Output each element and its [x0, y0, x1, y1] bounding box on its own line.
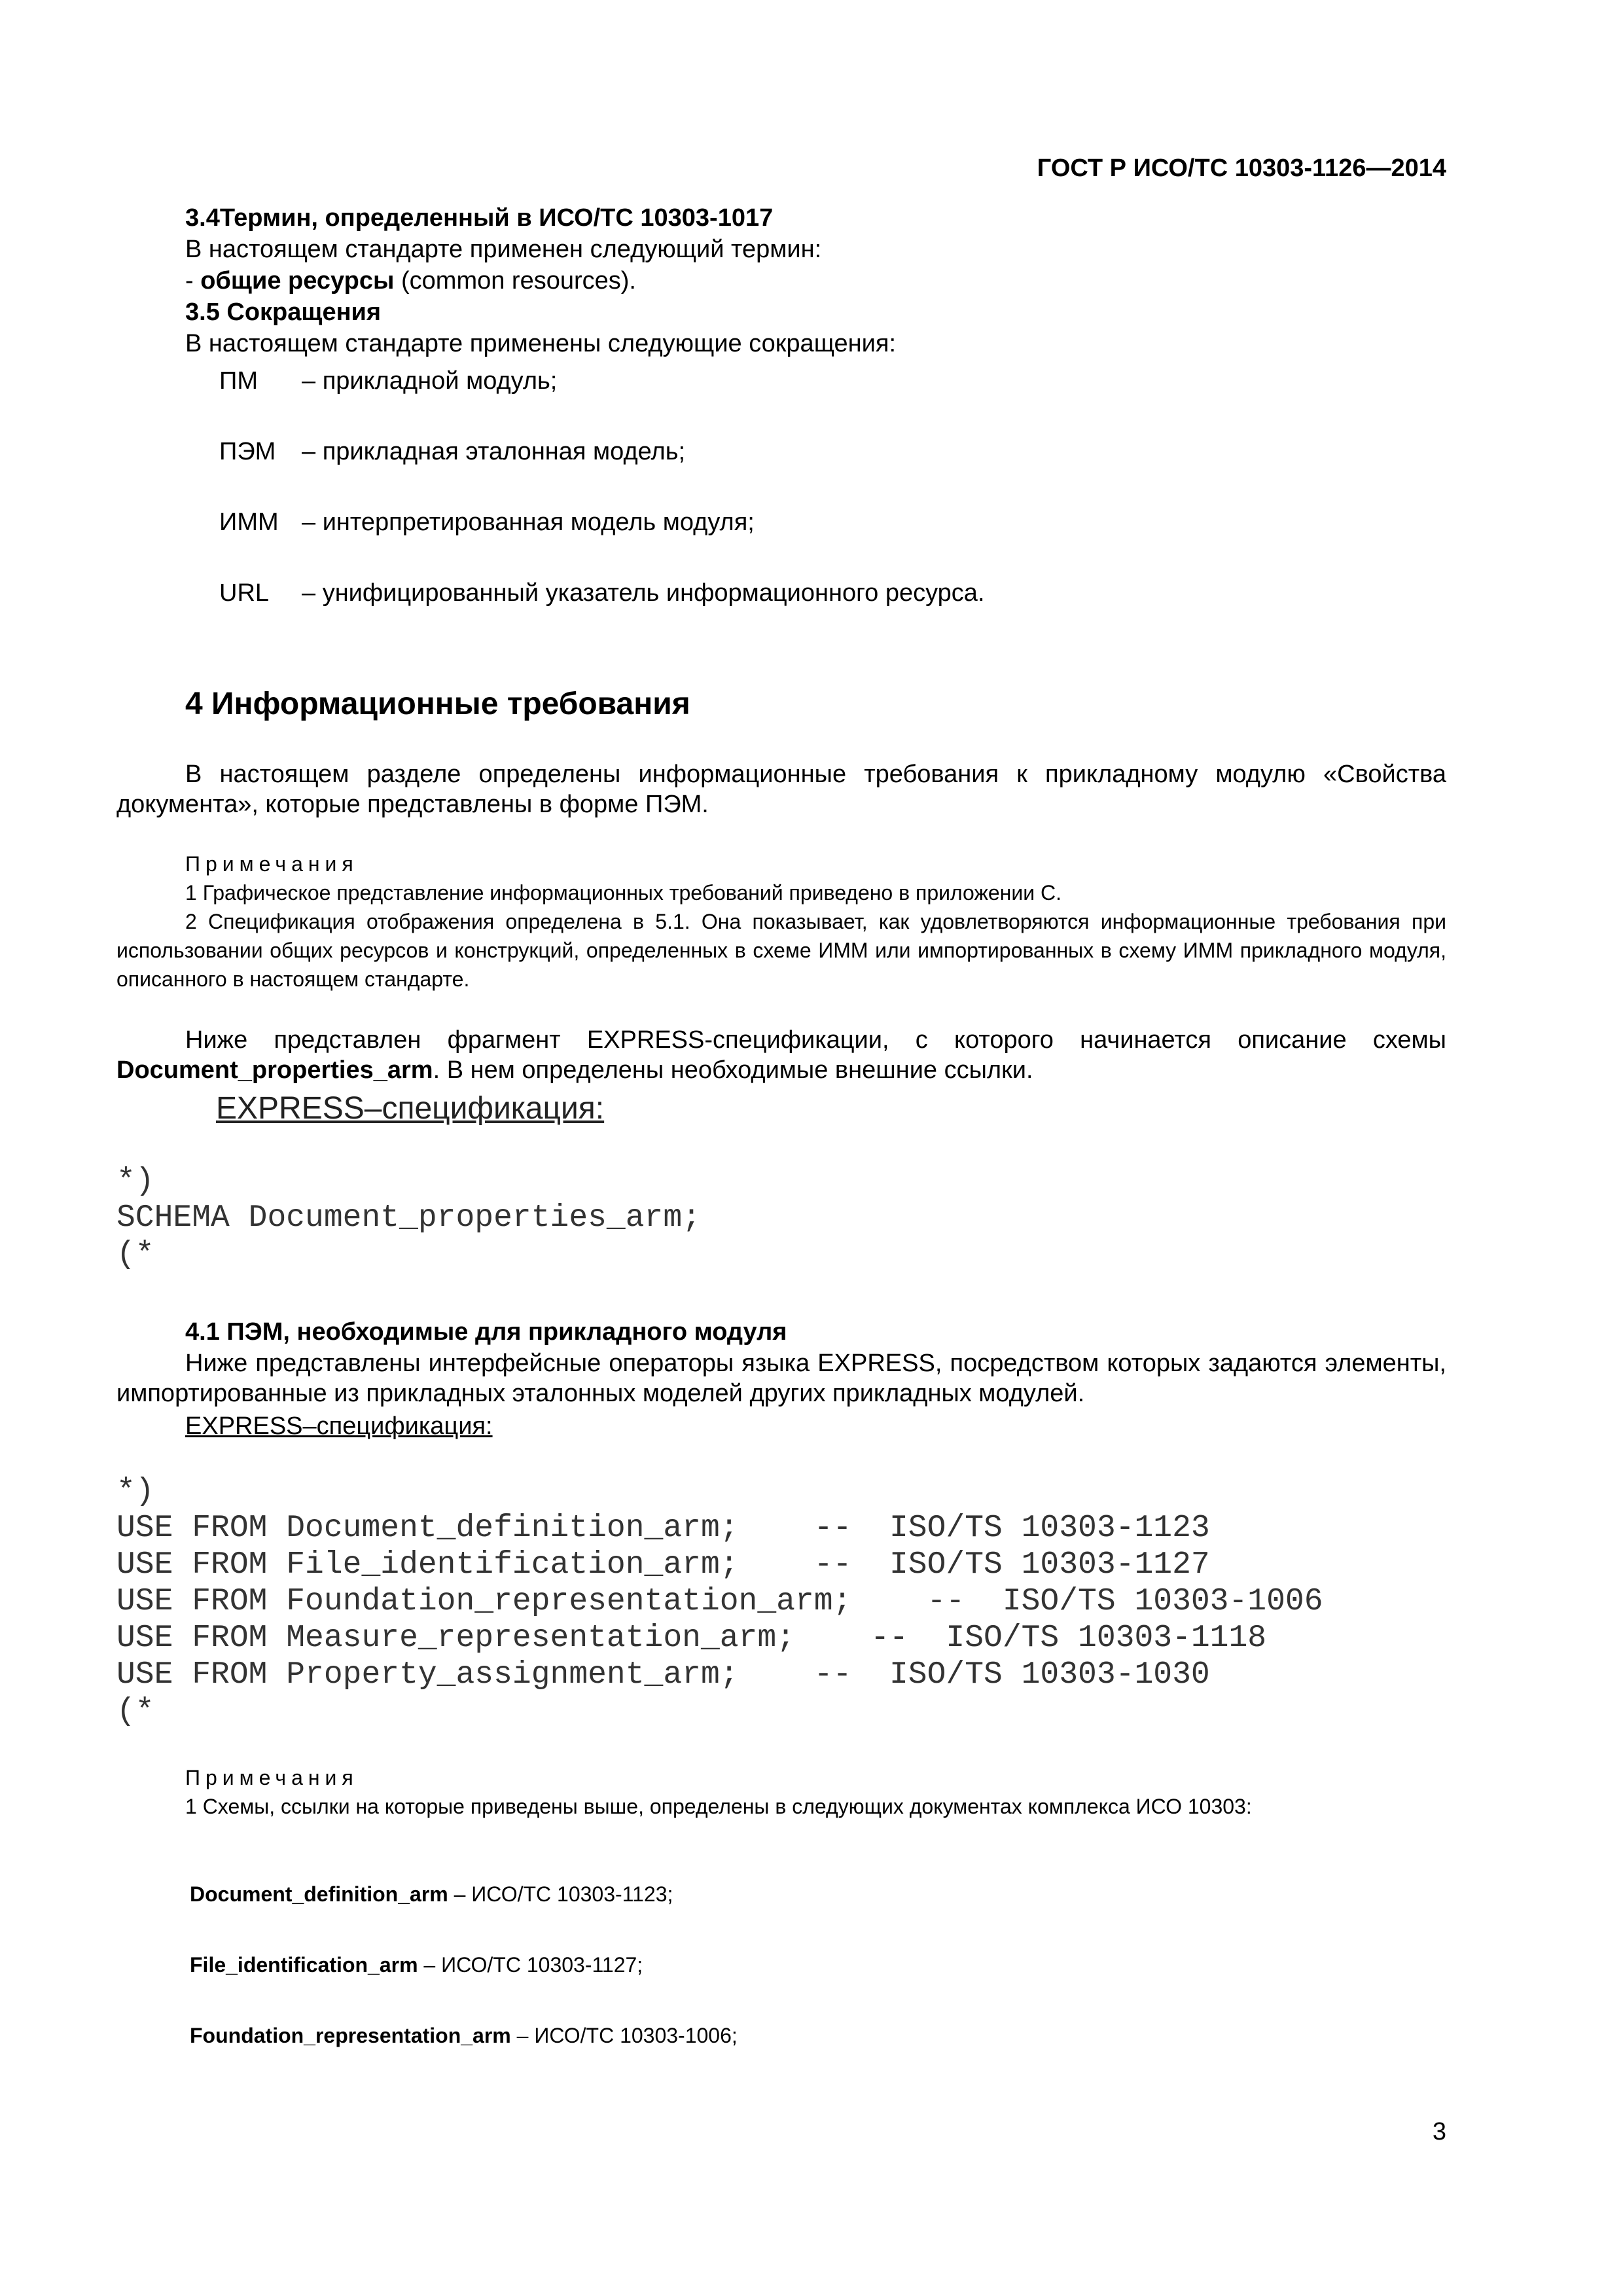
abbreviation-key: ИММ — [219, 509, 279, 536]
section-4-paragraph: В настоящем разделе определены информационные требования к прикладному модулю «Свойства документа», которые представлены в форме ПЭМ. — [116, 761, 1446, 818]
note-1: 1 Схемы, ссылки на которые приведены выше, определены в следующих документах комплекса ИСО 10303: — [185, 1795, 1252, 1818]
reference-schema: Document_definition_arm — [190, 1882, 448, 1906]
code-line: *) — [116, 1164, 154, 1199]
express-intro-text: Ниже представлен фрагмент EXPRESS-спецификации, с которого начинается описание схемы — [185, 1026, 1446, 1054]
reference-doc: – ИСО/ТС 10303-1127; — [418, 1953, 643, 1977]
abbreviation-key: ПЭМ — [219, 438, 276, 465]
reference-schema: File_identification_arm — [190, 1953, 418, 1977]
code-line: USE FROM File_identification_arm; -- ISO/TS 10303-1127 — [116, 1547, 1210, 1583]
document-header: ГОСТ Р ИСО/ТС 10303-1126—2014 — [1037, 154, 1446, 182]
reference-item — [190, 1950, 643, 1979]
term-bold: общие ресурсы — [200, 267, 395, 295]
notes-title: Примечания — [185, 852, 359, 876]
abbreviation-item — [219, 366, 557, 396]
reference-doc: – ИСО/ТС 10303-1123; — [448, 1882, 673, 1906]
abbreviation-item — [219, 507, 755, 537]
code-line: USE FROM Document_definition_arm; -- ISO/TS 10303-1123 — [116, 1511, 1210, 1546]
notes-title: Примечания — [185, 1766, 359, 1789]
abbreviation-item — [219, 437, 685, 467]
term-dash: - — [185, 267, 201, 295]
note-2: 2 Спецификация отображения определена в 5.1. Она показывает, как удовлетворяются информационные требования при использовании общих ресурсов и конструкций, определенных в схеме ИММ или импортированных в схему ИММ прикладного модуля, описанного в настоящем стандарте. — [116, 910, 1446, 991]
code-line: (* — [116, 1694, 154, 1729]
reference-doc: – ИСО/ТС 10303-1006; — [510, 2024, 738, 2047]
section-3-5-intro: В настоящем стандарте применены следующие сокращения: — [185, 330, 897, 357]
express-spec-label: EXPRESS–спецификация: — [216, 1091, 605, 1126]
express-intro-text-end: . В нем определены необходимые внешние ссылки. — [433, 1056, 1033, 1084]
abbreviation-def: – унифицированный указатель информационного ресурса. — [302, 579, 985, 607]
section-3-4-title: 3.4Термин, определенный в ИСО/ТС 10303-1017 — [185, 204, 774, 232]
express-spec-label: EXPRESS–спецификация: — [185, 1412, 493, 1440]
abbreviation-def: – прикладной модуль; — [302, 367, 558, 395]
section-4-1-paragraph: Ниже представлены интерфейсные операторы языка EXPRESS, посредством которых задаются элементы, импортированные из прикладных эталонных моделей других прикладных модулей. — [116, 1350, 1446, 1407]
reference-item — [190, 2021, 738, 2050]
abbreviation-def: – прикладная эталонная модель; — [302, 438, 686, 465]
term-rest: (common resources). — [394, 267, 636, 295]
term-line — [185, 266, 636, 296]
page-number: 3 — [1432, 2118, 1446, 2145]
code-line: (* — [116, 1237, 154, 1272]
express-intro — [116, 1025, 1446, 1085]
abbreviation-key: URL — [219, 579, 270, 607]
section-3-4-intro: В настоящем стандарте применен следующий термин: — [185, 236, 822, 263]
section-3-5-title: 3.5 Сокращения — [185, 298, 382, 326]
code-line: SCHEMA Document_properties_arm; — [116, 1200, 701, 1236]
code-line: USE FROM Foundation_representation_arm; -- ISO/TS 10303-1006 — [116, 1584, 1323, 1619]
code-line: USE FROM Measure_representation_arm; -- ISO/TS 10303-1118 — [116, 1621, 1267, 1656]
reference-schema: Foundation_representation_arm — [190, 2024, 511, 2047]
section-4-title: 4 Информационные требования — [185, 687, 690, 721]
abbreviation-key: ПМ — [219, 367, 258, 395]
abbreviation-item — [219, 578, 985, 608]
reference-item — [190, 1880, 673, 1909]
schema-name: Document_properties_arm — [116, 1056, 433, 1084]
section-4-1-title: 4.1 ПЭМ, необходимые для прикладного модуля — [185, 1318, 787, 1346]
code-line: USE FROM Property_assignment_arm; -- ISO/TS 10303-1030 — [116, 1657, 1210, 1693]
code-line: *) — [116, 1474, 154, 1509]
abbreviation-def: – интерпретированная модель модуля; — [302, 509, 755, 536]
note-1: 1 Графическое представление информационных требований приведено в приложении С. — [185, 881, 1061, 905]
